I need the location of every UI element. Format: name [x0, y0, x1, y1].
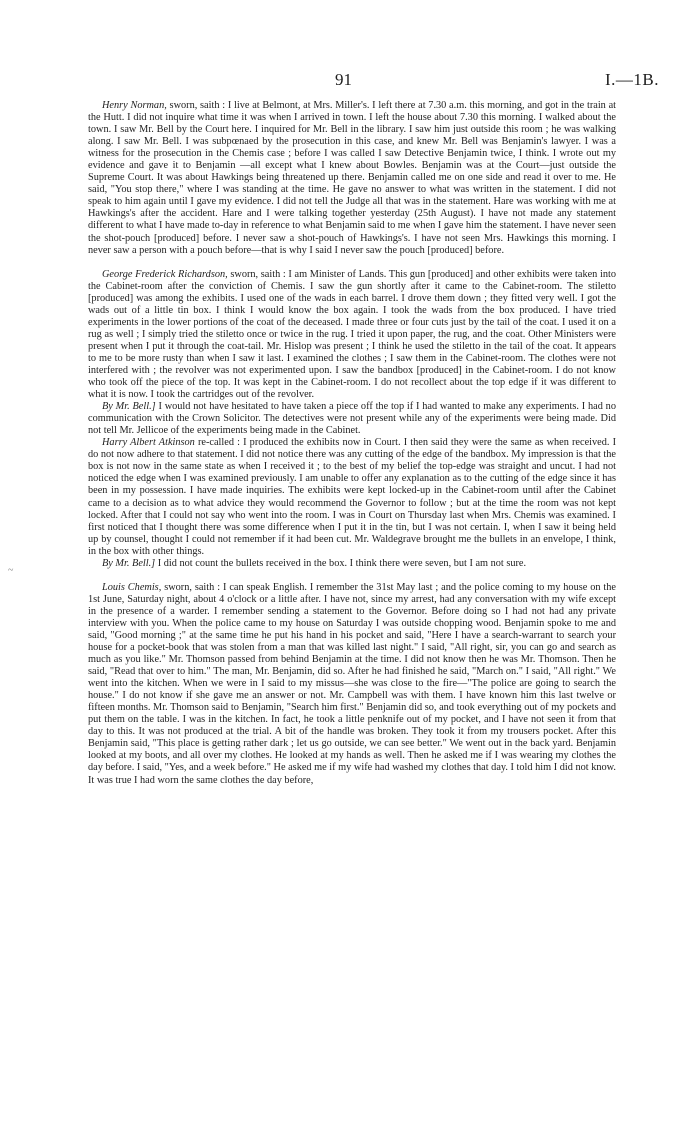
paragraph	[88, 558, 616, 570]
paragraph	[88, 269, 616, 402]
paragraph	[88, 100, 616, 257]
paragraph-text: sworn, saith : I can speak English. I remember the 31st May last ; and the police coming to my house on the 1st June, Saturday night, about 4 o'clock or a little after. I have not, since my arrest, had any conversation with my wife except in the presence of a warder. I remember sending a statement to the Governor. Before doing so I had not had any private interview with you. When the police came to my house on Saturday I was outside chopping wood. Benjamin spoke to me and said, "Good morning ;" at the same time he put his hand in his pocket and said, "Here I have a search-warrant to search your house for a pocket-book that was stolen from a man that was killed last night." I said, "All right, sir, you can go and search as much as you like." Mr. Thomson passed from behind Benjamin at the time. I did not know then he was Mr. Thomson. Then he said, "Read that over to him." The man, Mr. Benjamin, did so. After he had finished he said, "March on." I said, "All right." We went into the kitchen. When we were in I said to my missus—she was close to the fire—"The police are going to search the house." I do not know if she gave me an answer or not. Mr. Campbell was with them. I have known him this last twelve or fifteen months. Mr. Thomson said to Benjamin, "Search him first." Benjamin did so, and took everything out of my pockets and put them on the table. I was in the kitchen. In fact, he took a little penknife out of my pocket, and I have not seen it from that day to this. It was not produced at the trial. A bit of the handle was broken. They took it from my trousers pocket. After this Benjamin said, "This place is getting rather dark ; let us go outside, we can see better." We went out in the back yard. Benjamin looked at my boots, and all over my clothes. He looked at my hands as well. Then he asked me if I was wearing my clothes the day before. I said, "Yes, and a week before." He asked me if my wife had washed my clothes that day. I told him I did not know. It was true I had worn the same clothes the day before,	[88, 581, 616, 786]
paragraph-text: I did not count the bullets received in the box. I think there were seven, but I am not sure.	[155, 557, 527, 569]
document-body	[88, 100, 616, 787]
margin-mark: ~	[8, 565, 14, 576]
page-number: 91	[335, 70, 352, 89]
speaker-name: Louis Chemis,	[102, 581, 162, 593]
speaker-name: Henry Norman,	[102, 100, 167, 111]
paragraph-text: sworn, saith : I live at Belmont, at Mrs. Miller's. I left there at 7.30 a.m. this morning, and got in the train at the Hutt. I did not inquire what time it was when I arrived in town. I left the house about 7.30 this morning. I walked about the town. I saw Mr. Bell by the Court here. I inquired for Mr. Bell in the library. I saw him just outside this room ; he was walking along. I saw Mr. Bell. I was subpœnaed by the prosecution in this case, and knew Mr. Bell was Benjamin's lawyer. I was a witness for the prosecution in the Chemis case ; before I was called I saw Detective Benjamin twice, I think. I wrote out my evidence and gave it to Benjamin —all except what I knew about Bowles. Benjamin was at the Court—just outside the Supreme Court. It was about Hawkings being threatened up there. Benjamin called me on one side and read it over to me. He said, "You stop there," where I was standing at the time. He gave no answer to what was written in the statement. I did not speak to him again until I gave my evidence. I did not tell the Judge all that was in the statement. Hare was working with me at Hawkings's after the accident. Hare and I were talking together yesterday (25th August). I have not made any statement different to what I have made to-day in reference to what Benjamin said to me when I gave him the statement. I have never seen the shot-pouch [produced] before. I never saw a shot-pouch of Hawkings's. I have not seen Mrs. Hawkings this morning. I never saw a person with a pouch before—that is why I said I never saw the pouch [produced] before.	[88, 100, 617, 256]
page-reference: I.—1B.	[605, 70, 659, 89]
paragraph-text: re-called : I produced the exhibits now in Court. I then said they were the same as when received. I do not now adhere to that statement. I did not notice there was any cutting of the edge of the bandbox. My impression is that the box is not now in the same state as when I received it ; to the best of my belief the top-edge was straight and uncut. I had not noticed the edge when I was examined previously. I am unable to offer any explanation as to the cutting of the edge since it has been in my possession. I have made inquiries. The exhibits were kept locked-up in the Cabinet-room until after the Cabinet came to a decision as to what advice they would recommend the Governor to follow ; but at the time the room was not kept locked. After that I could not say who went into the room. I was in Court on Thursday last when Mrs. Chemis was examined. I first noticed that I thought there was some difference when I put it in the tin, but I was not certain. I, when I saw it being held up by counsel, thought I could not remember if it had been cut. Mr. Waldegrave brought me the bullets in an envelope, I think, in the box with other things.	[88, 437, 617, 557]
speaker-name: George Frederick Richardson,	[102, 268, 228, 280]
paragraph-text: I would not have hesitated to have taken a piece off the top if I had wanted to make any experiments. I had no communication with the Crown Solicitor. The detectives were not present while any of the experiments were being made. Did not tell Mr. Jellicoe of the experiments being made in the Cabinet.	[88, 401, 616, 437]
speaker-name: By Mr. Bell.]	[102, 557, 156, 569]
paragraph	[88, 437, 616, 557]
speaker-name: By Mr. Bell.]	[102, 401, 156, 413]
speaker-name: Harry Albert Atkinson	[102, 437, 195, 449]
paragraph	[88, 582, 616, 787]
paragraph-text: sworn, saith : I am Minister of Lands. This gun [produced] and other exhibits were taken into the Cabinet-room after the conviction of Chemis. I saw the gun shortly after it came to the Cabinet-room. The stiletto [produced] was among the exhibits. I used one of the wads in each barrel. I drove them down ; they fitted very well. I got the wads out of a little tin box. I think I would know the box again. I took the wads from the box produced. I have tried experiments in the lower portions of the coat of the deceased. I made three or four cuts just by the tail of the coat. I used it on a rug as well ; I simply tried the stiletto once or twice in the rug. I tried it upon paper, the rug, and the coat. Other Ministers were present when I put it through the coat-tail. Mr. Hislop was present ; I think he used the stiletto in the tail of the coat. It appears to me to be more rusty than when I saw it last. I examined the clothes ; I saw them in the Cabinet-room. The clothes were not interfered with ; the revolver was not experimented upon. I saw the bandbox [produced] in the Cabinet-room. I do not know who took off the piece of the top. It was kept in the Cabinet-room. I do not recollect about the top edge if it was different to what it is now. I took the cartridges out of the revolver.	[88, 268, 617, 401]
paragraph	[88, 401, 616, 437]
